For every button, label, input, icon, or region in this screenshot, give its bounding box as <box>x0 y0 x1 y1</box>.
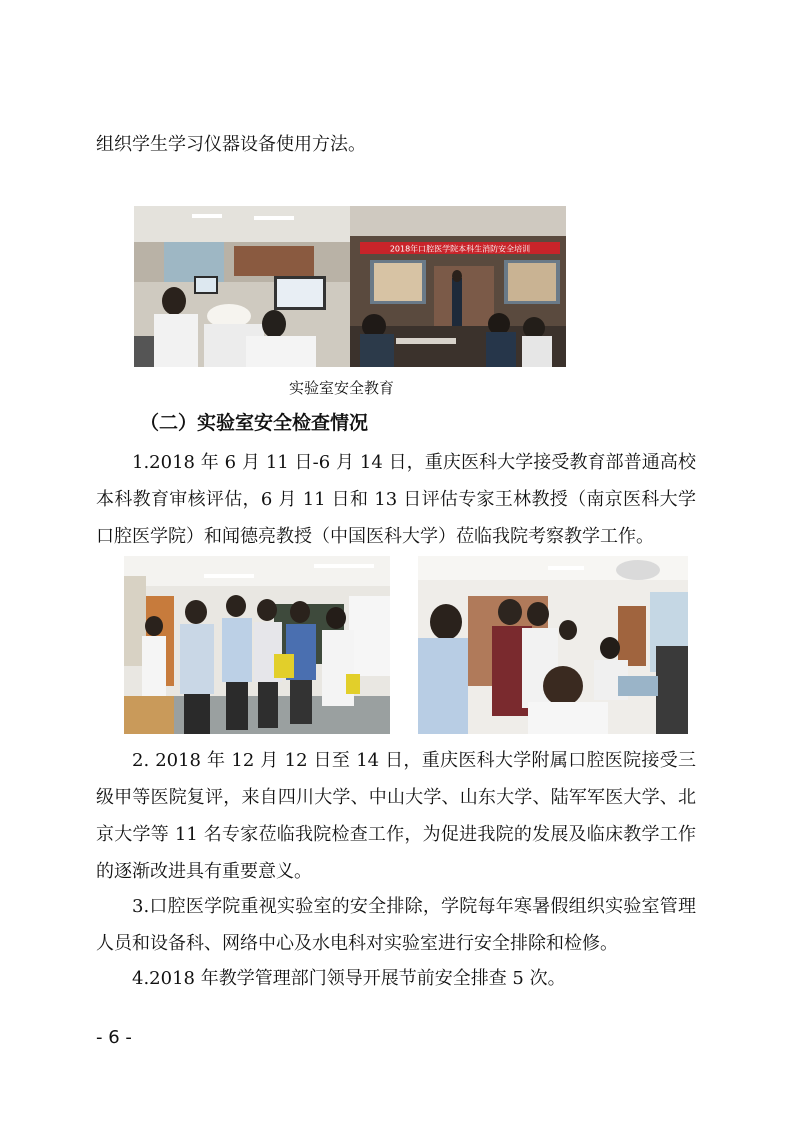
lab-safety-photo <box>134 206 566 367</box>
paragraph-3: 3.口腔医学院重视实验室的安全排除，学院每年寒暑假组织实验室管理人员和设备科、网络中心及水电科对实验室进行安全排除和检修。 <box>96 896 696 954</box>
paragraph-1: 1.2018 年 6 月 11 日-6 月 14 日，重庆医科大学接受教育部普通高校本科教育审核评估，6 月 11 日和 13 日评估专家王林教授（南京医科大学口腔医学院）和闻德亮教授（中国医科大学）莅临我院考察教学工作。 <box>96 452 696 547</box>
text-line-continuation: 组织学生学习仪器设备使用方法。 <box>96 134 366 155</box>
expert-inspection-photo-right <box>418 556 688 734</box>
photo-caption: 实验室安全教育 <box>289 379 395 397</box>
paragraph-2: 2. 2018 年 12 月 12 日至 14 日，重庆医科大学附属口腔医院接受三级甲等医院复评，来自四川大学、中山大学、山东大学、陆军军医大学、北京大学等 11 名专家莅临我院检查工作，为促进我院的发展及临床教学工作的逐渐改进具有重要意义。 <box>96 750 696 882</box>
expert-inspection-photo-left <box>124 556 390 734</box>
page-number: - 6 - <box>96 1027 132 1048</box>
section-heading: （二）实验室安全检查情况 <box>140 412 369 434</box>
paragraph-4: 4.2018 年教学管理部门领导开展节前安全排查 5 次。 <box>132 968 566 989</box>
banner-text: 2018年口腔医学院本科生消防安全培训 <box>389 244 531 254</box>
